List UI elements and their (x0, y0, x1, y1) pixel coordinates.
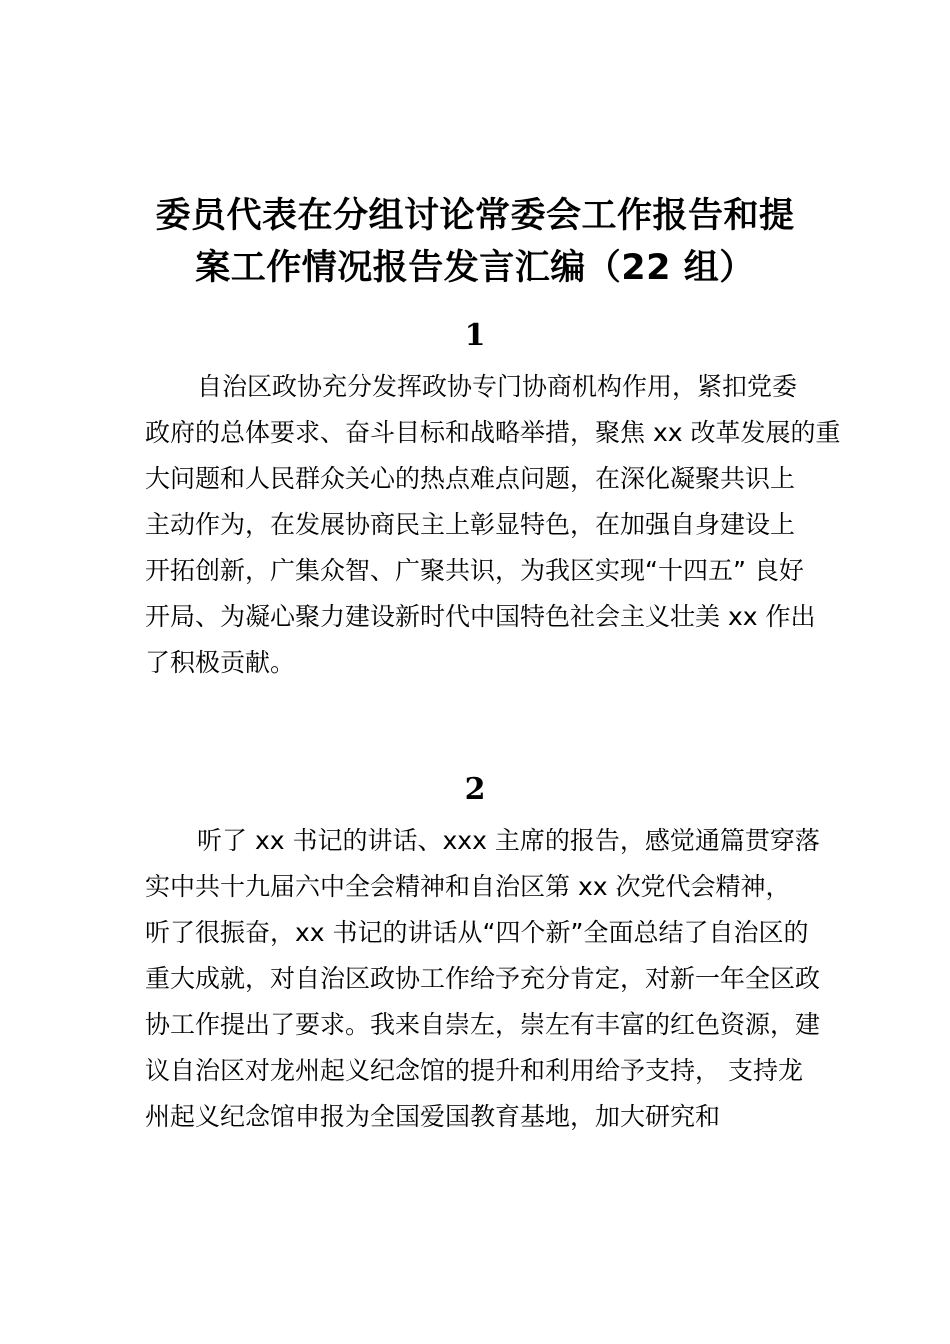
paragraph-line: 重大成就，对自治区政协工作给予充分肯定，对新一年全区政 (145, 964, 821, 993)
section-number-1: 1 (464, 318, 486, 353)
paragraph-line: 实中共十九届六中全会精神和自治区第 xx 次党代会精神， (145, 872, 791, 901)
title-line: 委员代表在分组讨论常委会工作报告和提 (155, 196, 795, 236)
paragraph-line: 开拓创新，广集众智、广聚共识，为我区实现“十四五” 良好 (145, 556, 804, 585)
paragraph-line: 主动作为，在发展协商民主上彰显特色，在加强自身建设上 (145, 510, 796, 539)
paragraph-line: 了积极贡献。 (145, 648, 296, 677)
paragraph-line: 议自治区对龙州起义纪念馆的提升和利用给予支持， 支持龙 (145, 1056, 803, 1085)
paragraph-line: 自治区政协充分发挥政协专门协商机构作用，紧扣党委 (197, 372, 798, 401)
section-1-paragraph (145, 364, 841, 686)
paragraph-line: 协工作提出了要求。我来自崇左，崇左有丰富的红色资源，建 (145, 1010, 821, 1039)
title-line: 案工作情况报告发言汇编（22 组） (195, 248, 755, 288)
paragraph-line: 大问题和人民群众关心的热点难点问题，在深化凝聚共识上 (145, 464, 796, 493)
paragraph-line: 州起义纪念馆申报为全国爱国教育基地，加大研究和 (145, 1102, 721, 1131)
paragraph-line: 政府的总体要求、奋斗目标和战略举措，聚焦 xx 改革发展的重 (145, 418, 841, 447)
paragraph-line: 听了 xx 书记的讲话、xxx 主席的报告，感觉通篇贯穿落 (197, 826, 820, 855)
section-2-paragraph (145, 818, 835, 1140)
paragraph-line: 听了很振奋，xx 书记的讲话从“四个新”全面总结了自治区的 (145, 918, 809, 947)
paragraph-line: 开局、为凝心聚力建设新时代中国特色社会主义壮美 xx 作出 (145, 602, 816, 631)
section-number-2: 2 (464, 772, 486, 807)
document-title (110, 190, 840, 294)
